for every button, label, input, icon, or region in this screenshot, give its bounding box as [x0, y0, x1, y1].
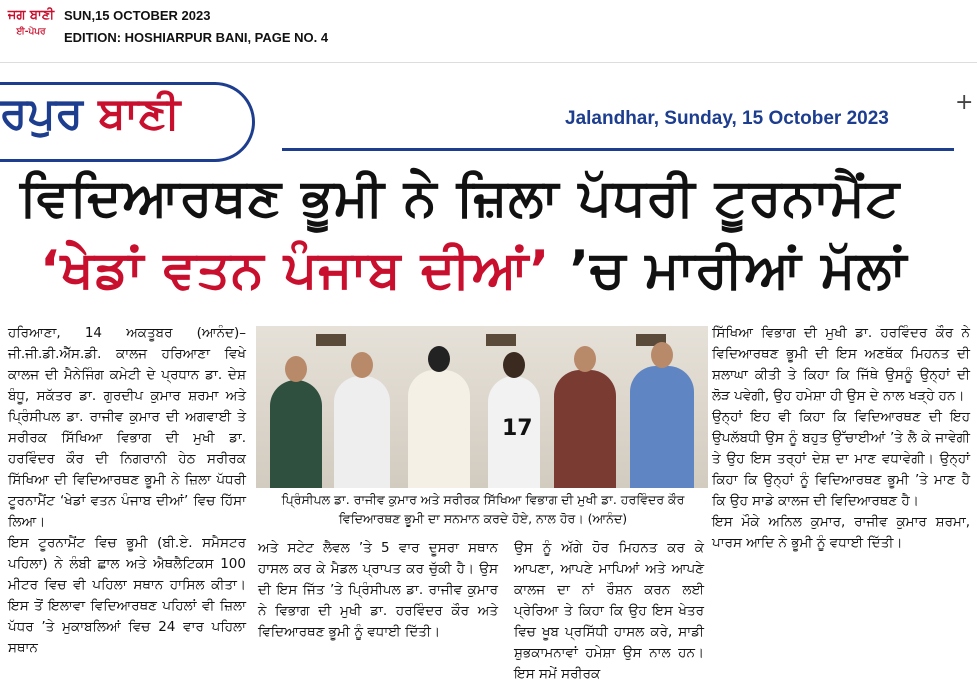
- person: [270, 380, 322, 488]
- article-paragraph: ਅਤੇ ਸਟੇਟ ਲੈਵਲ ’ਤੇ 5 ਵਾਰ ਦੂਸਰਾ ਸਥਾਨ ਹਾਸਲ ਕਰ ਕੇ ਮੈਡਲ ਪ੍ਰਾਪਤ ਕਰ ਚੁੱਕੀ ਹੈ। ਉਸ ਦੀ ਇਸ ਜਿੱਤ ’ਤੇ ਪ੍ਰਿੰਸੀਪਲ ਡਾ. ਰਾਜੀਵ ਕੁਮਾਰ ਨੇ ਵਿਭਾਗ ਦੀ ਮੁਖੀ ਡਾ. ਹਰਵਿੰਦਰ ਕੌਰ ਅਤੇ ਵਿਦਿਆਰਥਣ ਭੂਮੀ ਨੂੰ ਵਧਾਈ ਦਿੱਤੀ।: [258, 540, 498, 640]
- person: [630, 366, 694, 488]
- masthead: [0, 82, 265, 156]
- page-dateline: Jalandhar, Sunday, 15 October 2023: [565, 108, 889, 129]
- jersey-number: 17: [502, 416, 533, 441]
- masthead-title-part2: ਬਾਣੀ: [98, 88, 181, 139]
- person: [554, 370, 616, 488]
- wall-frame: [486, 334, 516, 346]
- edition-date: SUN,15 OCTOBER 2023: [64, 8, 211, 23]
- person: [334, 376, 390, 488]
- logo-subtext: ਈ-ਪੇਪਰ: [16, 27, 46, 37]
- headline-quoted: ‘ਖੇਡਾਂ ਵਤਨ ਪੰਜਾਬ ਦੀਆਂ’: [40, 240, 551, 300]
- edition-info: EDITION: HOSHIARPUR BANI, PAGE NO. 4: [64, 30, 329, 45]
- article-column-4: [514, 538, 704, 685]
- header-divider: [0, 62, 977, 63]
- headline-line1: ਵਿਦਿਆਰਥਣ ਭੂਮੀ ਨੇ ਜ਼ਿਲਾ ਪੱਧਰੀ ਟੂਰਨਾਮੈਂਟ: [20, 168, 901, 228]
- article-column-2: [712, 323, 970, 554]
- headline-line2: [40, 240, 960, 301]
- news-photo: [256, 326, 708, 488]
- article-paragraph: ਹਰਿਆਣਾ, 14 ਅਕਤੂਬਰ (ਆਨੰਦ)– ਜੀ.ਜੀ.ਡੀ.ਐੱਸ.ਡੀ. ਕਾਲਜ ਹਰਿਆਣਾ ਵਿਖੇ ਕਾਲਜ ਦੀ ਮੈਨੇਜਿੰਗ ਕਮੇਟੀ ਦੇ ਪ੍ਰਧਾਨ ਡਾ. ਦੇਸ਼ ਬੰਧੂ, ਸਕੱਤਰ ਡਾ. ਗੁਰਦੀਪ ਕੁਮਾਰ ਸ਼ਰਮਾ ਅਤੇ ਪ੍ਰਿੰਸੀਪਲ ਡਾ. ਰਾਜੀਵ ਕੁਮਾਰ ਦੀ ਅਗਵਾਈ ਤੇ ਸਰੀਰਕ ਸਿੱਖਿਆ ਵਿਭਾਗ ਦੀ ਮੁਖੀ ਡਾ. ਹਰਵਿੰਦਰ ਕੌਰ ਦੀ ਨਿਗਰਾਨੀ ਹੇਠ ਸਰੀਰਕ ਸਿੱਖਿਆ ਦੀ ਵਿਦਿਆਰਥਣ ਭੂਮੀ ਨੇ ਜ਼ਿਲਾ ਪੱਧਰੀ ਟੂਰਨਾਮੈਂਟ ‘ਖੇਡਾਂ ਵਤਨ ਪੰਜਾਬ ਦੀਆਂ’ ਵਿਚ ਹਿੱਸਾ ਲਿਆ।: [8, 325, 246, 530]
- article-paragraph: ਉਨ੍ਹਾਂ ਇਹ ਵੀ ਕਿਹਾ ਕਿ ਵਿਦਿਆਰਥਣ ਦੀ ਇਹ ਉਪਲੱਬਧੀ ਉਸ ਨੂੰ ਬਹੁਤ ਉੱਚਾਈਆਂ ’ਤੇ ਲੈ ਕੇ ਜਾਵੇਗੀ ਤੇ ਉਹ ਇਸ ਤਰ੍ਹਾਂ ਦੇਸ਼ ਦਾ ਮਾਣ ਵਧਾਵੇਗੀ। ਉਨ੍ਹਾਂ ਕਿਹਾ ਕਿ ਉਨ੍ਹਾਂ ਨੂੰ ਵਿਦਿਆਰਥਣ ਭੂਮੀ ’ਤੇ ਮਾਣ ਹੈ ਕਿ ਉਹ ਸਾਡੇ ਕਾਲਜ ਦੀ ਵਿਦਿਆਰਥਣ ਹੈ।: [712, 409, 970, 509]
- article-paragraph: ਇਸ ਮੌਕੇ ਅਨਿਲ ਕੁਮਾਰ, ਰਾਜੀਵ ਕੁਮਾਰ ਸ਼ਰਮਾ, ਪਾਰਸ ਆਦਿ ਨੇ ਭੂਮੀ ਨੂੰ ਵਧਾਈ ਦਿੱਤੀ।: [712, 514, 970, 551]
- article-paragraph: ਸਿੱਖਿਆ ਵਿਭਾਗ ਦੀ ਮੁਖੀ ਡਾ. ਹਰਵਿੰਦਰ ਕੌਰ ਨੇ ਵਿਦਿਆਰਥਣ ਭੂਮੀ ਦੀ ਇਸ ਅਣਥੱਕ ਮਿਹਨਤ ਦੀ ਸ਼ਲਾਘਾ ਕੀਤੀ ਤੇ ਕਿਹਾ ਕਿ ਜਿੱਥੇ ਉਸਨੂੰ ਉਨ੍ਹਾਂ ਦੀ ਲੋੜ ਪਵੇਗੀ, ਉਹ ਹਮੇਸ਼ਾ ਹੀ ਉਸ ਦੇ ਨਾਲ ਖੜ੍ਹੇ ਹਨ।: [712, 325, 970, 404]
- article-column-3: [258, 538, 498, 643]
- wall-frame: [316, 334, 346, 346]
- crop-mark-icon: +: [955, 90, 974, 115]
- article-paragraph: ਉਸ ਨੂੰ ਅੱਗੇ ਹੋਰ ਮਿਹਨਤ ਕਰ ਕੇ ਆਪਣਾ, ਆਪਣੇ ਮਾਪਿਆਂ ਅਤੇ ਆਪਣੇ ਕਾਲਜ ਦਾ ਨਾਂ ਰੌਸ਼ਨ ਕਰਨ ਲਈ ਪ੍ਰੇਰਿਆ ਤੇ ਕਿਹਾ ਕਿ ਉਹ ਇਸ ਖੇਤਰ ਵਿਚ ਖੂਬ ਪ੍ਰਸਿੱਧੀ ਹਾਸਲ ਕਰੇ, ਸਾਡੀ ਸ਼ੁਭਕਾਮਨਾਵਾਂ ਹਮੇਸ਼ਾ ਉਸ ਨਾਲ ਹਨ। ਇਸ ਸਮੇਂ ਸਰੀਰਕ: [514, 540, 704, 682]
- athlete: [488, 376, 540, 488]
- logo-text: ਜਗ ਬਾਣੀ: [7, 8, 55, 23]
- headline-rest: ’ਚ ਮਾਰੀਆਂ ਮੱਲਾਂ: [550, 240, 908, 300]
- masthead-title-part1: ਰਪੁਰ: [0, 88, 99, 139]
- article-paragraph: ਇਸ ਟੂਰਨਾਮੈਂਟ ਵਿਚ ਭੂਮੀ (ਬੀ.ਏ. ਸਮੈਸਟਰ ਪਹਿਲਾ) ਨੇ ਲੰਬੀ ਛਾਲ ਅਤੇ ਐਥਲੈਟਿਕਸ 100 ਮੀਟਰ ਵਿਚ ਵੀ ਪਹਿਲਾ ਸਥਾਨ ਹਾਸਿਲ ਕੀਤਾ। ਇਸ ਤੋਂ ਇਲਾਵਾ ਵਿਦਿਆਰਥਣ ਪਹਿਲਾਂ ਵੀ ਜ਼ਿਲਾ ਪੱਧਰ ’ਤੇ ਮੁਕਾਬਲਿਆਂ ਵਿਚ 24 ਵਾਰ ਪਹਿਲਾ ਸਥਾਨ: [8, 535, 246, 656]
- person: [408, 370, 470, 488]
- masthead-rule: [282, 148, 954, 151]
- jagbani-logo: [6, 6, 56, 52]
- article-column-1: [8, 323, 246, 659]
- photo-caption: ਪ੍ਰਿੰਸੀਪਲ ਡਾ. ਰਾਜੀਵ ਕੁਮਾਰ ਅਤੇ ਸਰੀਰਕ ਸਿੱਖਿਆ ਵਿਭਾਗ ਦੀ ਮੁਖੀ ਡਾ. ਹਰਵਿੰਦਰ ਕੌਰ ਵਿਦਿਆਰਥਣ ਭੂਮੀ ਦਾ ਸਨਮਾਨ ਕਰਦੇ ਹੋਏ, ਨਾਲ ਹੋਰ। (ਆਨੰਦ): [281, 492, 685, 526]
- masthead-title: [0, 88, 180, 139]
- edition-header: [0, 0, 977, 62]
